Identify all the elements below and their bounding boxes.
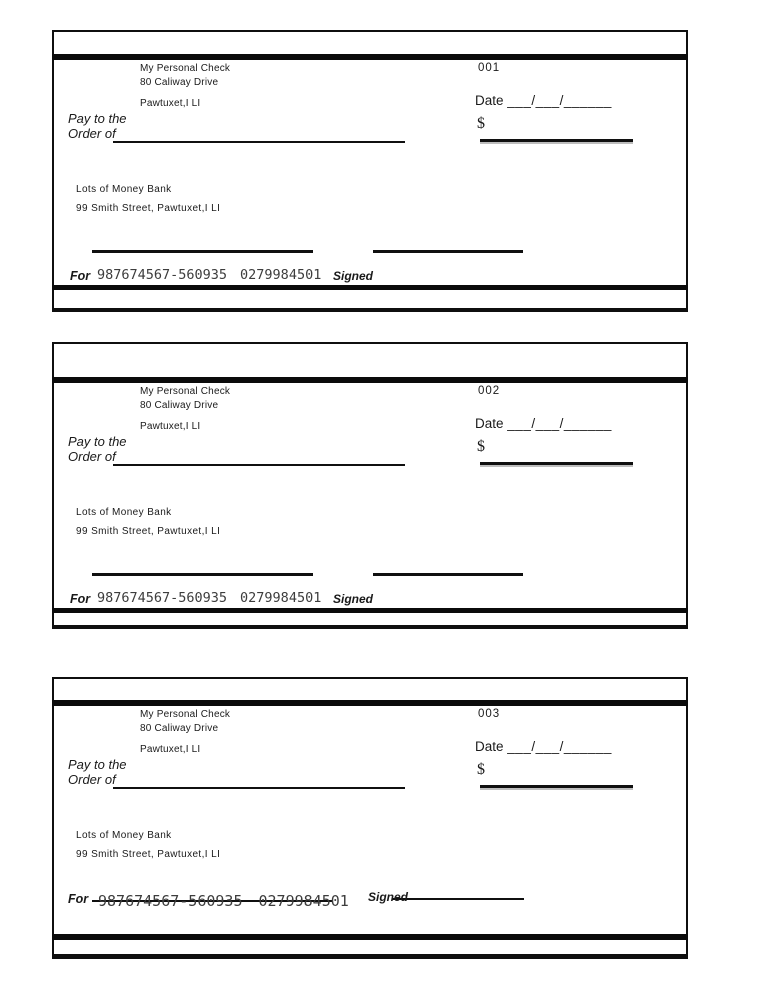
payer-address: 80 Caliway Drive — [140, 77, 219, 88]
signature-line[interactable] — [392, 898, 524, 900]
signed-label: Signed — [368, 890, 409, 904]
memo-line[interactable] — [92, 573, 313, 576]
dollar-sign: $ — [477, 438, 485, 455]
pay-to-label-line2: Order of — [68, 449, 116, 464]
payer-name: My Personal Check — [140, 386, 231, 397]
date-label: Date — [475, 93, 504, 108]
for-label: For — [70, 592, 91, 606]
micr-numbers — [98, 892, 349, 910]
payer-city: Pawtuxet,I LI — [140, 98, 201, 109]
check-stub-top — [52, 342, 688, 377]
date-blanks[interactable]: ___/___/______ — [507, 416, 612, 431]
date-label: Date — [475, 416, 504, 431]
payer-name: My Personal Check — [140, 709, 231, 720]
check-stub-top — [52, 30, 688, 54]
check-stub-top — [52, 677, 688, 700]
check-number: 001 — [478, 62, 501, 74]
micr-numbers — [97, 267, 321, 283]
pay-to-label-line1: Pay to the — [68, 111, 127, 126]
check-stub-bottom — [52, 290, 688, 312]
pay-to-label-line2: Order of — [68, 772, 116, 787]
date-row — [475, 739, 612, 754]
memo-line[interactable] — [92, 250, 313, 253]
pay-to-line[interactable] — [113, 787, 405, 789]
payer-address: 80 Caliway Drive — [140, 723, 219, 734]
date-label: Date — [475, 739, 504, 754]
micr-account-number: 0279984501 — [258, 892, 349, 910]
bank-name: Lots of Money Bank — [76, 184, 172, 195]
for-label: For — [68, 892, 89, 906]
for-label: For — [70, 269, 91, 283]
dollar-sign: $ — [477, 761, 485, 778]
date-row — [475, 93, 612, 108]
bank-name: Lots of Money Bank — [76, 830, 172, 841]
pay-to-label-line2: Order of — [68, 126, 116, 141]
payer-name: My Personal Check — [140, 63, 231, 74]
amount-line[interactable] — [480, 139, 633, 142]
check-unit-2 — [52, 342, 688, 629]
payer-city: Pawtuxet,I LI — [140, 421, 201, 432]
date-row — [475, 416, 612, 431]
pay-to-label-line1: Pay to the — [68, 434, 127, 449]
check-body — [52, 383, 688, 608]
pay-to-line[interactable] — [113, 464, 405, 466]
signed-label: Signed — [333, 592, 374, 606]
check-stub-bottom — [52, 613, 688, 629]
check-number: 003 — [478, 708, 501, 720]
check-unit-1 — [52, 30, 688, 312]
micr-routing-number: 987674567-560935 — [97, 590, 228, 606]
signature-line[interactable] — [373, 250, 523, 253]
micr-routing-number: 987674567-560935 — [98, 892, 243, 910]
bank-address: 99 Smith Street, Pawtuxet,I LI — [76, 526, 221, 537]
check-unit-3 — [52, 677, 688, 959]
micr-account-number: 0279984501 — [240, 590, 322, 606]
bank-address: 99 Smith Street, Pawtuxet,I LI — [76, 203, 221, 214]
payer-address: 80 Caliway Drive — [140, 400, 219, 411]
micr-numbers — [97, 590, 321, 606]
bank-address: 99 Smith Street, Pawtuxet,I LI — [76, 849, 221, 860]
pay-to-label-line1: Pay to the — [68, 757, 127, 772]
signature-line[interactable] — [373, 573, 523, 576]
bank-name: Lots of Money Bank — [76, 507, 172, 518]
check-body — [52, 706, 688, 934]
check-number: 002 — [478, 385, 501, 397]
payer-city: Pawtuxet,I LI — [140, 744, 201, 755]
amount-line[interactable] — [480, 785, 633, 788]
dollar-sign: $ — [477, 115, 485, 132]
signed-label: Signed — [333, 269, 374, 283]
date-blanks[interactable]: ___/___/______ — [507, 739, 612, 754]
check-stub-bottom — [52, 940, 688, 959]
micr-routing-number: 987674567-560935 — [97, 267, 228, 283]
amount-line[interactable] — [480, 462, 633, 465]
micr-account-number: 0279984501 — [240, 267, 322, 283]
pay-to-line[interactable] — [113, 141, 405, 143]
date-blanks[interactable]: ___/___/______ — [507, 93, 612, 108]
check-body — [52, 60, 688, 285]
